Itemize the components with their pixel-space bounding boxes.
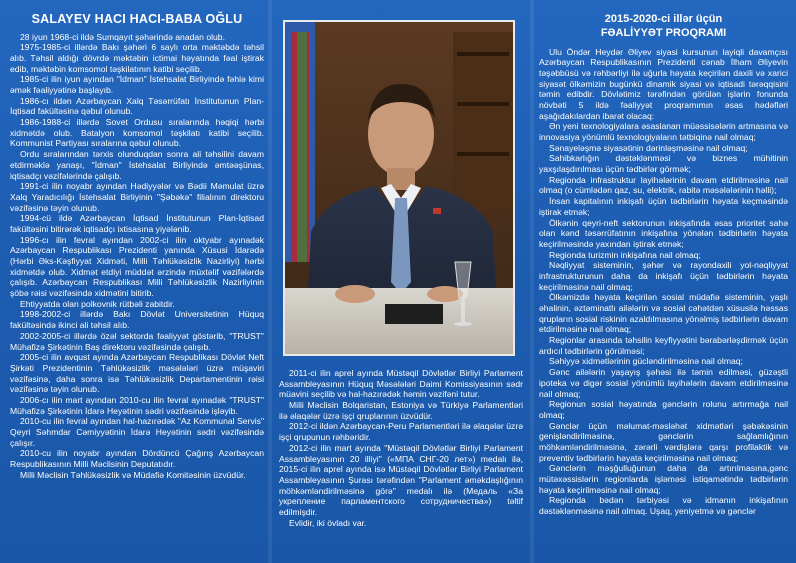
mid-paragraph: 2012-ci ildən Azərbaycan-Peru Parlamentləri ilə əlaqələr üzrə işçi qrupunun rəhbəridir. — [279, 421, 523, 443]
portrait-image — [285, 22, 513, 354]
program-title-line1: 2015-2020-ci illər üçün — [604, 13, 723, 25]
program-item: Nəqliyyat sisteminin, şəhər və rayondaxili yol-nəqliyyat infrastrukturunun daha da inkişafı üçün tədbirlərin həyata keçirilməsinə nail olmaq; — [539, 260, 788, 292]
bio-paragraph: 2010-cu ilin noyabr ayından Dördüncü Çağırış Azərbaycan Respublikasının Milli Məclisinin Deputatıdır. — [10, 448, 264, 470]
program-item: Sahibkarlığın dəstəklənməsi və biznes mühitinin yaxşılaşdırılması üçün tədbirlər görmək; — [539, 153, 788, 175]
bio-paragraph: Ordu sıralarından tərxis olunduqdan sonra ali təhsilini davam etdirməklə yanaşı, "İdman" İstehsalat Birliyində əmtəəşünas, iqtisadçı vəzifələrində çalışıb. — [10, 149, 264, 181]
bio-paragraph: 1986-1988-ci illərdə Sovet Ordusu sıralarında həqiqi hərbi xidmətdə olub. Batalyon komsomol təşkilatı katibi seçilib. Kommunist Partiyası sıralarına qəbul olunub. — [10, 117, 264, 149]
bio-paragraph: 2005-ci ilin avqust ayında Azərbaycan Respublikası Dövlət Neft Şirkəti Prezidentinin Təhlükəsizlik məsələləri üzrə müşaviri vəzifəsinə, daha sonra isə Təhlükəsizlik Departamentinin rəisi vəzifəsinə təyin olunub. — [10, 352, 264, 395]
program-item: Ölkənin qeyri-neft sektorunun inkişafında əsas prioritet sahə olan kənd təsərrüfatının inkişafına yönələn tədbirlərin həyata keçirilməsində yaxından iştirak etmək; — [539, 217, 788, 249]
biography-column — [10, 0, 264, 480]
mid-paragraph: 2011-ci ilin aprel ayında Müstəqil Dövlətlər Birliyi Parlament Assambleyasının Hüquq Məsələləri Daimi Komissiyasının sədr müavini seçilib və hal-hazırədək həmin vəzifəni tutur. — [279, 368, 523, 400]
program-column — [539, 0, 788, 517]
bio-paragraph: 28 iyun 1968-ci ildə Sumqayıt şəhərində anadan olub. — [20, 31, 225, 42]
bio-paragraph: 1996-cı ilin fevral ayından 2002-ci ilin oktyabr ayınadək Azərbaycan Respublikası Prezidenti yanında Xüsusi İdarədə (Hərbi Əks-Kəşfiyyat Xidməti, Milli Təhlükəsizlik Nazirliyi) hərbi xidmətdə olub. Xidmət etdiyi müddət ərzində müxtəlif vəzifələrdə çalışıb. Azərbaycan Respublikası Milli Təhlükəsizlik Nazirliyinin şöbə rəisi vəzifəsində xidmətini bitirib. — [10, 234, 264, 299]
mid-paragraph: 2012-ci ilin mart ayında "Müstəqil Dövlətlər Birliyi Parlament Assambleyasının 20 illiyi" («МПА СНГ-20 лет») medalı ilə, 2015-ci ilin aprel ayında isə Müstəqil Dövlətlər Birliyi Parlament Assambleyasının Şurası tərəfindən "Parlament əməkdaşlığının möhkəmləndirilməsinə görə" medalı ilə (Медаль «За укрепление парламентского сотрудничества») təltif edilmişdir. — [279, 442, 523, 517]
program-item: Sənayeləşmə siyasətinin dərinləşməsinə nail olmaq; — [549, 142, 748, 153]
program-paragraph: Ulu Öndər Heydər Əliyev siyasi kursunun layiqli davamçısı Azərbaycan Respublikasının Prezidenti cənab İlham Əliyevin təşəbbüsü və rəhbərliyi ilə uğurla həyata keçirilən daxili və xarici siyasət ölkəmizin bugünkü dinamik siyasi və iqtisadi tərəqqisini təmin edibdir. Dövlətimiz tərəfindən görülən işlərin fonunda növbəti 5 ildə fəaliyyət proqramımın əsas hədəfləri aşağıdakılardan ibarət olacaq: — [539, 46, 788, 121]
biography-title: SALAYEV HACI HACI-BABA OĞLU — [31, 12, 243, 26]
program-item: Ən yeni texnologiyalara əsaslanan müəssisələrin artmasına və innovasiya yönümlü texnologiyaların tətbiqinə nail olmaq; — [539, 121, 788, 142]
fold-line-left — [268, 0, 272, 563]
bio-paragraph: 1991-ci ilin noyabr ayından Hədiyyələr və Bədii Məmulat üzrə Xalq Yaradıcılığı İstehsalat Birliyinin "Şəbəkə" filialının direktoru vəzifəsinə təyin olunub. — [10, 181, 264, 213]
bio-paragraph: 2010-cu ilin fevral ayından hal-hazırədək "Az Kommunal Servis" Qeyri Səhmdar Cəmiyyətinin İdarə Heyətinin sədri vəzifəsində çalışır. — [10, 416, 264, 448]
program-item: Ölkəmizdə həyata keçirilən sosial müdafiə sisteminin, yaşlı əhalinin, əztəminatlı ailələrin və sosial cəhətdən xüsusilə həssas qrupların sosial riskinin azaldılmasına yönəlmiş tədbirlərin davam etdirilməsinə nail olmaq; — [539, 292, 788, 335]
fold-line-right — [530, 0, 534, 563]
bio-paragraph: Ehtiyyatda olan polkovnik rütbəli zabitdir. — [20, 298, 175, 309]
bio-paragraph: 1975-1985-ci illərdə Bakı şəhəri 6 saylı orta məktəbdə təhsil alıb. Təhsil aldığı dövrdə məktəbin ictimai həyatında fəal iştirak edib, məktəbin komsomol təşkilatının katibi seçilib. — [10, 42, 264, 74]
program-item: Gənclər üçün məlumat-məsləhət xidmətləri şəbəkəsinin genişləndirilməsinə, gənclərin sağlamlığının möhkəmləndirilməsinə, zərərli vərdişlərə qarşı profilaktik və preventiv tədbirlərin həyata keçirilməsinə nail olmaq; — [539, 420, 788, 463]
program-item: Regionda turizmin inkişafına nail olmaq; — [549, 249, 701, 260]
program-title — [539, 13, 788, 41]
program-item: Səhiyyə xidmətlərinin gücləndirilməsinə nail olmaq; — [549, 356, 743, 367]
bio-paragraph: 1994-cü ildə Azərbaycan İqtisad İnstitutunun Plan-İqtisad fakültəsini bitirərək iqtisadçı ixtisasına yiyələnib. — [10, 213, 264, 234]
program-item: Regionun sosial həyatında gənclərin rolunu artırmağa nail olmaq; — [539, 399, 788, 420]
mid-paragraph: Milli Məclisin Bolqaristan, Estoniya və Türkiyə Parlamentləri ilə əlaqələr üzrə işçi qruplarının üzvüdür. — [279, 400, 523, 421]
program-item: Gənc ailələrin yaşayış şəhəsi ilə təmin edilməsi, güzəştli ipoteka və digər sosial yönümlü layihələrin davam etdirilməsinə nail olmaq; — [539, 367, 788, 399]
bio-paragraph: 2006-cı ilin mart ayından 2010-cu ilin fevral ayınadək "TRUST" Mühafizə Şirkətinin İdarə Heyətinin sədri vəzifəsində işləyib. — [10, 394, 264, 416]
middle-text-block — [279, 368, 523, 528]
program-item: İnsan kapitalının inkişafı üçün tədbirlərin həyata keçməsində iştirak etmək; — [539, 196, 788, 217]
program-title-line2: FƏALİYYƏT PROQRAMI — [600, 26, 727, 39]
program-item: Regionda infrastruktur layihələrinin davam etdirilməsinə nail olmaq (o cümlədən qaz, su, elektrik, rabitə məsələlərinin həlli); — [539, 174, 788, 196]
bio-paragraph: Milli Məclisin Təhlükəsizlik və Müdafiə Komitəsinin üzvüdür. — [20, 469, 246, 480]
program-item: Regionlar arasında təhsilin keyfiyyətini bərabərləşdirmək üçün ardıcıl tədbirlərin görülməsi; — [539, 335, 788, 356]
portrait-photo — [283, 20, 515, 356]
program-item: Gənclərin məşğulluğunun daha da artırılmasına,gənc mütəxəssislərin regionlarda işləməsi istiqamətində tədbirlərin həyata keçirilməsinə nail olmaq; — [539, 463, 788, 495]
bio-paragraph: 2002-2005-ci illərdə özəl sektorda fəaliyyət göstərib, "TRUST" Mühafizə Şirkətinin Baş direktoru vəzifəsində çalışıb. — [10, 330, 264, 352]
bio-paragraph: 1998-2002-ci illərdə Bakı Dövlət Universitetinin Hüquq fakültəsində ikinci ali təhsil alıb. — [10, 309, 264, 331]
program-item: Regionda bədən tərbiyəsi və idmanın inkişafının dəstəklənməsinə nail olmaq. Uşaq, yeniyetmə və gənclər — [539, 495, 788, 517]
bio-paragraph: 1985-ci ilin iyun ayından "İdman" İstehsalat Birliyində fəhlə kimi əmək fəaliyyətinə başlayıb. — [10, 74, 264, 95]
mid-paragraph: Evlidir, iki övladı var. — [289, 517, 367, 528]
bio-paragraph: 1986-cı ildən Azərbaycan Xalq Təsərrüfatı İnstitutunun Plan-İqtisad fakültəsinə qəbul olunub. — [10, 95, 264, 117]
